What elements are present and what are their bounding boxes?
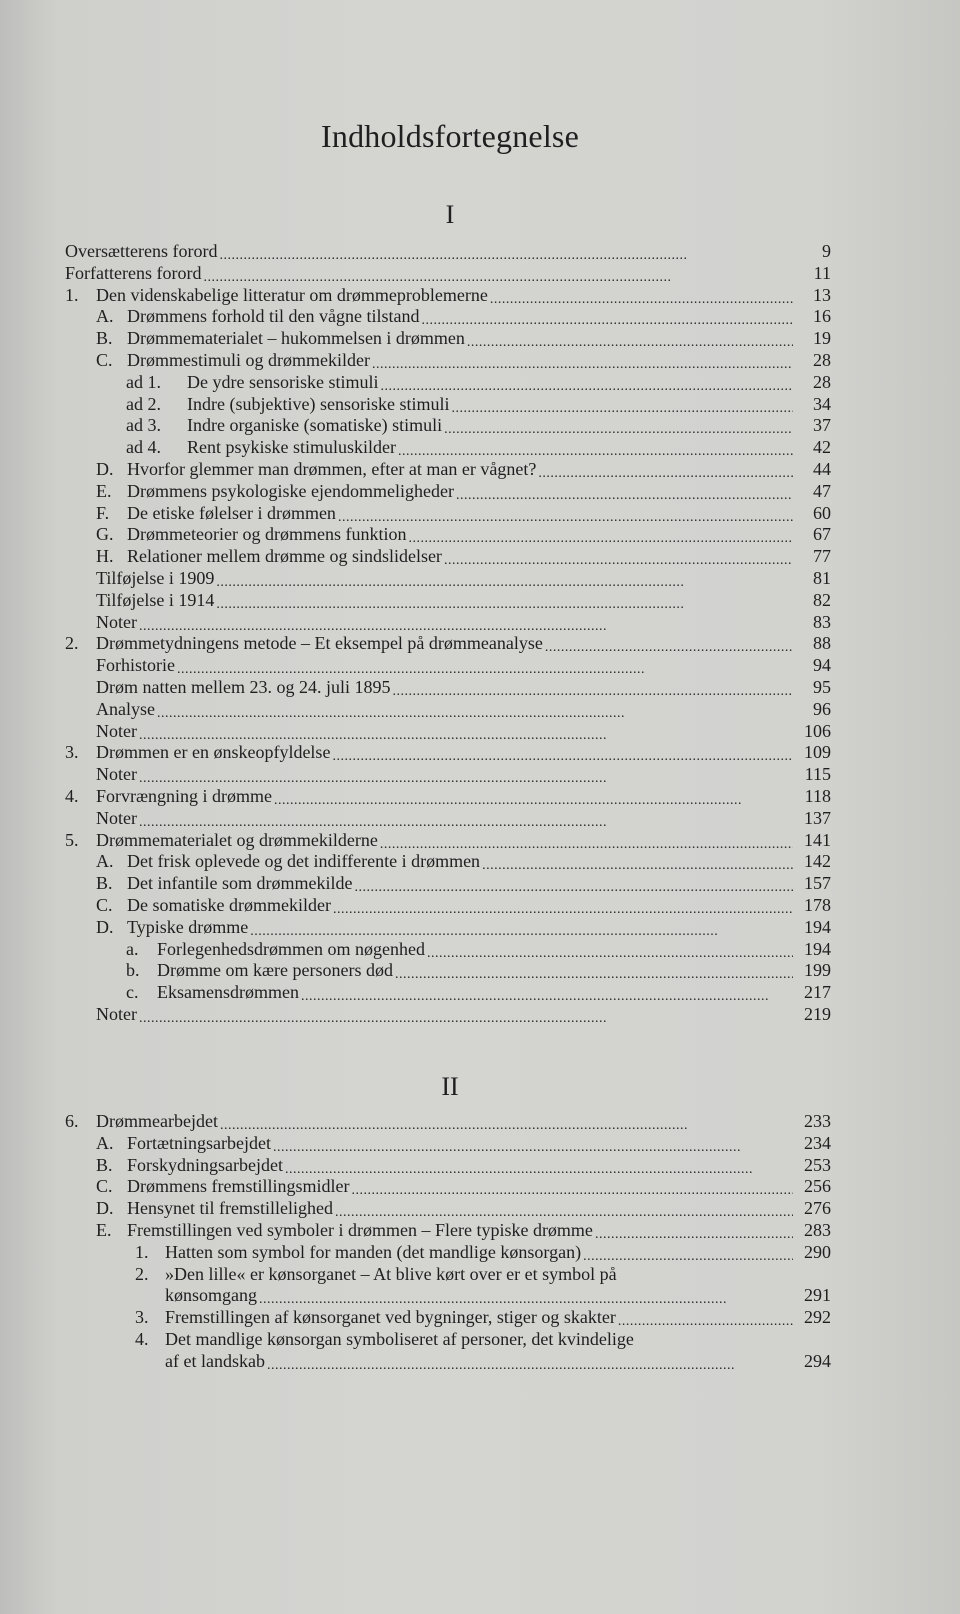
toc-entry-title: Hvorfor glemmer man drømmen, efter at man er vågnet? xyxy=(127,458,537,479)
toc-entry-mark: 1. xyxy=(135,1241,149,1262)
toc-entry xyxy=(65,655,831,677)
toc-entry xyxy=(65,481,831,503)
toc-entry-mark: C. xyxy=(96,894,113,915)
toc-entry xyxy=(65,306,831,328)
toc-entry-page: 194 xyxy=(804,916,831,937)
dot-leader xyxy=(421,308,793,328)
toc-entry-title: Drømmetydningens metode – Et eksempel på drømmeanalyse xyxy=(96,633,543,654)
toc-entry-title: Drømmematerialet – hukommelsen i drømmen xyxy=(127,328,465,349)
toc-entry-mark: A. xyxy=(96,1132,114,1153)
dot-leader xyxy=(354,875,793,895)
toc-entry-title: Tilføjelse i 1909 xyxy=(96,567,215,588)
toc-entry xyxy=(65,546,831,568)
toc-entry-title: Fremstillingen ved symboler i drømmen – Flere typiske drømme xyxy=(127,1219,593,1240)
toc-entry-page: 67 xyxy=(813,524,831,545)
toc-entry-page: 82 xyxy=(813,589,831,610)
dot-leader xyxy=(301,984,793,1004)
toc-entry-page: 290 xyxy=(804,1241,831,1262)
toc-entry-page: 118 xyxy=(804,785,831,806)
toc-entry-title: Tilføjelse i 1914 xyxy=(96,589,215,610)
toc-entry-mark: C. xyxy=(96,349,113,370)
toc-entry-title: Det mandlige kønsorgan symboliseret af personer, det kvindelige xyxy=(165,1328,634,1349)
dot-leader xyxy=(451,396,793,416)
toc-entry-title: Drømmematerialet og drømmekilderne xyxy=(96,829,378,850)
toc-entry-title: Noter xyxy=(96,764,137,785)
toc-entry-title: Forskydningsarbejdet xyxy=(127,1154,283,1175)
toc-entry-title: De somatiske drømmekilder xyxy=(127,894,331,915)
toc-entry-title: Drøm natten mellem 23. og 24. juli 1895 xyxy=(96,676,391,697)
dot-leader xyxy=(538,461,793,481)
toc-entry-page: 115 xyxy=(804,764,831,785)
toc-entry-page: 19 xyxy=(813,328,831,349)
toc-entry-mark: 1. xyxy=(65,284,79,305)
part-two-heading: II xyxy=(441,1072,459,1101)
page-title: Indholdsfortegnelse xyxy=(321,118,579,154)
toc-entry-mark: ad 1. xyxy=(126,371,161,392)
toc-entry-title: Oversætterens forord xyxy=(65,241,218,261)
toc-entry-mark: B. xyxy=(96,873,113,894)
toc-entry-page: 217 xyxy=(804,982,831,1003)
toc-entry-title: Drømme om kære personers død xyxy=(157,960,393,981)
toc-entry-title: Fortætningsarbejdet xyxy=(127,1132,271,1153)
toc-entry-title: Forvrængning i drømme xyxy=(96,785,272,806)
toc-entry xyxy=(65,1155,831,1177)
toc-entry xyxy=(65,895,831,917)
dot-leader xyxy=(250,919,793,939)
toc-entry xyxy=(65,699,831,721)
dot-leader xyxy=(267,1353,793,1373)
toc-entry-title: Drømmen er en ønskeopfyldelse xyxy=(96,742,331,763)
dot-leader xyxy=(139,723,793,743)
toc-entry-page: 199 xyxy=(804,960,831,981)
toc-entry-mark: 3. xyxy=(135,1307,149,1328)
toc-entry-title: Forfatterens forord xyxy=(65,262,202,283)
toc-entry-mark: G. xyxy=(96,524,114,545)
toc-entry xyxy=(65,1285,831,1307)
toc-entry-title: Den videnskabelige litteratur om drømmeproblemerne xyxy=(96,284,488,305)
toc-entry xyxy=(65,437,831,459)
toc-entry-page: 283 xyxy=(804,1219,831,1240)
dot-leader xyxy=(219,243,793,263)
toc-entry-title: De ydre sensoriske stimuli xyxy=(187,371,379,392)
toc-entry-title: Fremstillingen af kønsorganet ved bygninger, stiger og skakter xyxy=(165,1307,616,1328)
toc-entry-page: 44 xyxy=(813,458,831,479)
dot-leader xyxy=(372,352,793,372)
dot-leader xyxy=(259,1287,793,1307)
toc-entry xyxy=(65,939,831,961)
dot-leader xyxy=(595,1222,793,1242)
dot-leader xyxy=(139,1006,793,1026)
part-one-heading: I xyxy=(445,200,455,229)
toc-entry-mark: A. xyxy=(96,306,114,327)
toc-entry-page: 178 xyxy=(804,894,831,915)
dot-leader xyxy=(157,701,793,721)
toc-entry-page: 88 xyxy=(813,633,831,654)
toc-entry xyxy=(65,633,831,655)
toc-entry xyxy=(65,590,831,612)
toc-entry-mark: 6. xyxy=(65,1111,79,1131)
toc-entry xyxy=(65,873,831,895)
dot-leader xyxy=(203,265,793,285)
toc-entry-page: 60 xyxy=(813,502,831,523)
toc-entry xyxy=(65,677,831,699)
toc-entry-mark: ad 3. xyxy=(126,415,161,436)
dot-leader xyxy=(392,679,793,699)
dot-leader xyxy=(351,1178,793,1198)
dot-leader xyxy=(285,1157,793,1177)
toc-entry-page: 219 xyxy=(804,1003,831,1024)
toc-entry-mark: A. xyxy=(96,851,114,872)
toc-entry xyxy=(65,394,831,416)
toc-entry-page: 109 xyxy=(804,742,831,763)
dot-leader xyxy=(398,439,793,459)
toc-entry-mark: ad 4. xyxy=(126,437,161,458)
toc-entry-page: 194 xyxy=(804,938,831,959)
toc-entry xyxy=(65,459,831,481)
toc-entry-title: Hensynet til fremstillelighed xyxy=(127,1198,333,1219)
toc-entry xyxy=(65,1198,831,1220)
toc-part-two xyxy=(65,1111,831,1373)
dot-leader xyxy=(332,744,793,764)
toc-entry-page: 106 xyxy=(804,720,831,741)
dot-leader xyxy=(380,832,793,852)
toc-entry-title: Indre (subjektive) sensoriske stimuli xyxy=(187,393,450,414)
toc-entry xyxy=(65,1176,831,1198)
toc-entry xyxy=(65,1133,831,1155)
toc-entry xyxy=(65,917,831,939)
toc-entry-mark: c. xyxy=(126,982,139,1003)
toc-entry-page: 291 xyxy=(804,1285,831,1306)
toc-entry-mark: 2. xyxy=(135,1263,149,1284)
dot-leader xyxy=(220,1113,793,1133)
toc-entry-page: 47 xyxy=(813,480,831,501)
toc-entry-title: Drømmeteorier og drømmens funktion xyxy=(127,524,407,545)
toc-entry-title: Noter xyxy=(96,720,137,741)
toc-entry-page: 13 xyxy=(813,284,831,305)
dot-leader xyxy=(456,483,793,503)
toc-entry xyxy=(65,285,831,307)
toc-entry-mark: E. xyxy=(96,480,112,501)
toc-entry-mark: D. xyxy=(96,1198,114,1219)
toc-entry-title: De etiske følelser i drømmen xyxy=(127,502,336,523)
toc-entry-title: Drømmestimuli og drømmekilder xyxy=(127,349,370,370)
toc-entry xyxy=(65,612,831,634)
toc-entry xyxy=(65,415,831,437)
toc-entry xyxy=(65,350,831,372)
toc-entry-title: Drømmens psykologiske ejendommeligheder xyxy=(127,480,454,501)
toc-entry-mark: H. xyxy=(96,546,114,567)
toc-entry-mark: 4. xyxy=(135,1328,149,1349)
toc-entry-page: 141 xyxy=(804,829,831,850)
toc-entry-page: 95 xyxy=(813,676,831,697)
toc-entry xyxy=(65,328,831,350)
dot-leader xyxy=(139,766,793,786)
toc-entry-page: 77 xyxy=(813,546,831,567)
toc-entry-page: 28 xyxy=(813,371,831,392)
toc-entry-page: 137 xyxy=(804,807,831,828)
toc-entry xyxy=(65,1329,831,1351)
toc-entry-page: 81 xyxy=(813,567,831,588)
dot-leader xyxy=(139,810,793,830)
toc-entry-mark: ad 2. xyxy=(126,393,161,414)
dot-leader xyxy=(216,570,793,590)
toc-entry-title: Indre organiske (somatiske) stimuli xyxy=(187,415,443,436)
toc-entry xyxy=(65,568,831,590)
toc-entry-page: 42 xyxy=(813,437,831,458)
dot-leader xyxy=(139,614,793,634)
toc-entry-title: Noter xyxy=(96,611,137,632)
toc-entry-title: Hatten som symbol for manden (det mandlige kønsorgan) xyxy=(165,1241,582,1262)
dot-leader xyxy=(274,788,793,808)
toc-entry xyxy=(65,721,831,743)
dot-leader xyxy=(380,374,793,394)
toc-entry-title: Analyse xyxy=(96,698,155,719)
toc-entry xyxy=(65,1111,831,1133)
toc-entry-page: 11 xyxy=(813,262,831,283)
toc-entry-page: 157 xyxy=(804,873,831,894)
toc-entry-page: 96 xyxy=(813,698,831,719)
dot-leader xyxy=(444,548,793,568)
dot-leader xyxy=(444,417,793,437)
toc-entry-title: Noter xyxy=(96,807,137,828)
dot-leader xyxy=(427,941,793,961)
toc-entry-mark: B. xyxy=(96,1154,113,1175)
toc-entry-title: Forlegenhedsdrømmen om nøgenhed xyxy=(157,938,425,959)
toc-entry-page: 28 xyxy=(813,349,831,370)
toc-entry-title: Relationer mellem drømme og sindslidelser xyxy=(127,546,442,567)
toc-entry-mark: b. xyxy=(126,960,140,981)
toc-entry xyxy=(65,1004,831,1026)
toc-entry-mark: a. xyxy=(126,938,139,959)
toc-entry-title: Drømmens fremstillingsmidler xyxy=(127,1176,350,1197)
toc-entry-title: kønsomgang xyxy=(165,1285,257,1306)
toc-entry-title: Eksamensdrømmen xyxy=(157,982,299,1003)
toc-entry-title: Rent psykiske stimuluskilder xyxy=(187,437,396,458)
toc-entry-page: 276 xyxy=(804,1198,831,1219)
toc-entry xyxy=(65,1264,831,1286)
dot-leader xyxy=(408,526,793,546)
toc-entry-title: Det frisk oplevede og det indifferente i drømmen xyxy=(127,851,481,872)
toc-entry-page: 9 xyxy=(822,241,831,261)
dot-leader xyxy=(338,505,793,525)
toc-part-one xyxy=(65,241,831,1026)
toc-entry-mark: E. xyxy=(96,1219,112,1240)
toc-entry xyxy=(65,372,831,394)
toc-entry-title: af et landskab xyxy=(165,1350,265,1371)
toc-entry-page: 234 xyxy=(804,1132,831,1153)
toc-entry xyxy=(65,1351,831,1373)
toc-entry xyxy=(65,1220,831,1242)
toc-entry-title: Typiske drømme xyxy=(127,916,249,937)
dot-leader xyxy=(273,1135,793,1155)
dot-leader xyxy=(583,1244,793,1264)
toc-entry xyxy=(65,982,831,1004)
toc-entry-page: 292 xyxy=(804,1307,831,1328)
toc-entry-title: Noter xyxy=(96,1003,137,1024)
dot-leader xyxy=(618,1309,793,1329)
dot-leader xyxy=(482,853,793,873)
toc-entry-mark: 3. xyxy=(65,742,79,763)
toc-entry-mark: F. xyxy=(96,502,110,523)
dot-leader xyxy=(395,962,793,982)
toc-entry xyxy=(65,263,831,285)
dot-leader xyxy=(467,330,793,350)
toc-entry xyxy=(65,524,831,546)
toc-entry-page: 37 xyxy=(813,415,831,436)
toc-entry xyxy=(65,764,831,786)
toc-entry-page: 94 xyxy=(813,655,831,676)
dot-leader xyxy=(545,635,793,655)
toc-entry xyxy=(65,960,831,982)
toc-entry-page: 83 xyxy=(813,611,831,632)
toc-entry xyxy=(65,503,831,525)
toc-entry xyxy=(65,742,831,764)
toc-entry xyxy=(65,851,831,873)
dot-leader xyxy=(333,897,793,917)
toc-entry xyxy=(65,1307,831,1329)
toc-entry-mark: D. xyxy=(96,916,114,937)
dot-leader xyxy=(216,592,793,612)
toc-entry-title: Det infantile som drømmekilde xyxy=(127,873,353,894)
toc-entry-title: Drømmearbejdet xyxy=(96,1111,218,1131)
dot-leader xyxy=(177,657,793,677)
toc-entry-title: Drømmens forhold til den vågne tilstand xyxy=(127,306,420,327)
toc-entry-mark: 2. xyxy=(65,633,79,654)
toc-entry-page: 253 xyxy=(804,1154,831,1175)
toc-entry-mark: B. xyxy=(96,328,113,349)
toc-entry xyxy=(65,830,831,852)
toc-entry-mark: 5. xyxy=(65,829,79,850)
toc-entry-page: 233 xyxy=(804,1111,831,1131)
toc-entry-mark: 4. xyxy=(65,785,79,806)
dot-leader xyxy=(490,287,793,307)
toc-entry-title: Forhistorie xyxy=(96,655,175,676)
toc-entry-mark: C. xyxy=(96,1176,113,1197)
toc-entry-page: 142 xyxy=(804,851,831,872)
toc-entry xyxy=(65,241,831,263)
dot-leader xyxy=(335,1200,793,1220)
toc-entry-mark: D. xyxy=(96,458,114,479)
toc-entry xyxy=(65,808,831,830)
toc-entry-page: 34 xyxy=(813,393,831,414)
toc-entry-page: 16 xyxy=(813,306,831,327)
toc-entry xyxy=(65,786,831,808)
toc-entry-page: 294 xyxy=(804,1350,831,1371)
toc-entry xyxy=(65,1242,831,1264)
toc-entry-title: »Den lille« er kønsorganet – At blive kørt over er et symbol på xyxy=(165,1263,617,1284)
toc-entry-page: 256 xyxy=(804,1176,831,1197)
